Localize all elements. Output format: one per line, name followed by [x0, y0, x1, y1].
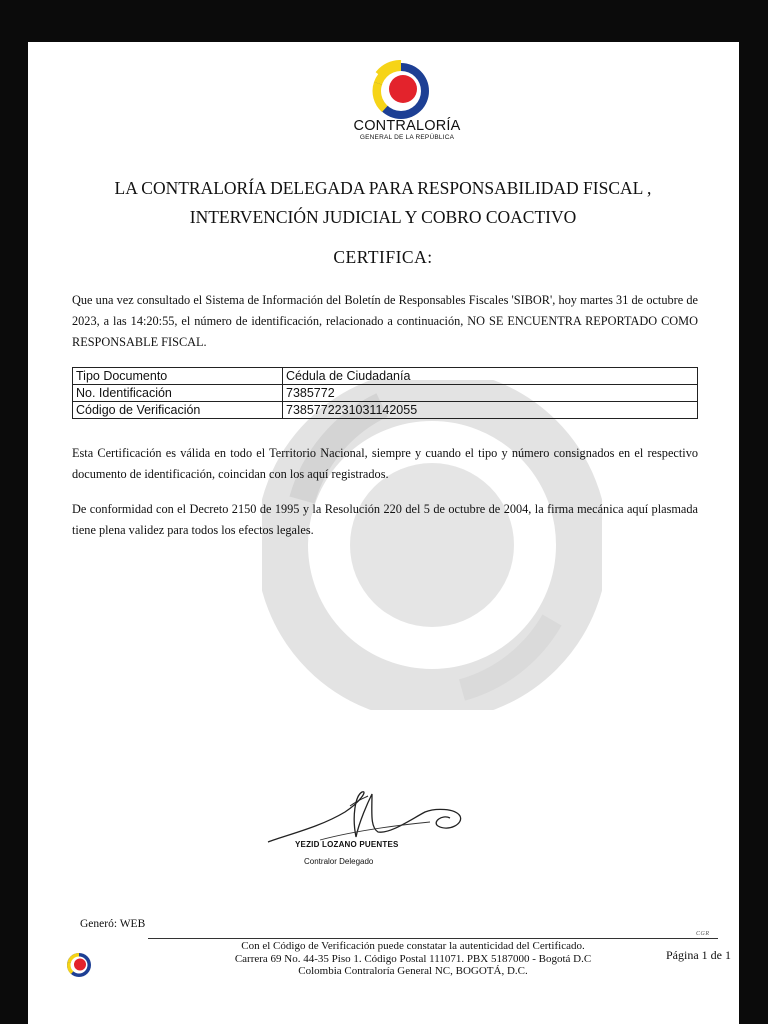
table-cell-label: Código de Verificación: [73, 402, 283, 419]
document-title: [58, 174, 708, 232]
generated-by: Generó: WEB: [80, 918, 146, 930]
title-line-1: LA CONTRALORÍA DELEGADA PARA RESPONSABILIDAD FISCAL ,: [114, 178, 652, 198]
table-cell-value: Cédula de Ciudadanía: [283, 368, 698, 385]
footer-cgr-mark: CGR: [696, 931, 710, 937]
paragraph-validez: Esta Certificación es válida en todo el Territorio Nacional, siempre y cuando el tipo y número consignados en el respectivo documento de identificación, coincidan con los aquí registrados.: [72, 446, 698, 481]
signer-name: YEZID LOZANO PUENTES: [295, 840, 399, 849]
table-cell-value: 7385772231031142055: [283, 402, 698, 419]
signer-role: Contralor Delegado: [304, 857, 374, 866]
footer-line-3: Colombia Contraloría General NC, BOGOTÁ, D.C.: [298, 965, 528, 977]
footer-divider: [148, 938, 718, 939]
watermark-emblem: [262, 380, 602, 710]
logo-name: CONTRALORÍA: [353, 118, 461, 134]
footer-line-2: Carrera 69 No. 44-35 Piso 1. Código Postal 111071. PBX 5187000 - Bogotá D.C: [234, 952, 592, 965]
table-cell-label: Tipo Documento: [73, 368, 283, 385]
viewer-right-band: [739, 42, 768, 1024]
footer-line-1: Con el Código de Verificación puede constatar la autenticidad del Certificado.: [241, 940, 585, 952]
table-cell-value: 7385772: [283, 385, 698, 402]
table-row: [73, 368, 698, 385]
table-row: [73, 402, 698, 419]
viewer-left-band: [0, 42, 28, 1024]
contraloria-logo-icon: [370, 60, 432, 122]
title-line-2: INTERVENCIÓN JUDICIAL Y COBRO COACTIVO: [189, 207, 577, 227]
logo-subtitle: GENERAL DE LA REPÚBLICA: [359, 134, 455, 141]
footer-address: [188, 940, 638, 978]
paragraph-consulta: Que una vez consultado el Sistema de Información del Boletín de Responsables Fiscales 'SIBOR', hoy martes 31 de octubre de 2023, a las 14:20:55, el número de identificación, relacionado a continuación, NO SE ENCUENTRA REPORTADO COMO RESPONSABLE FISCAL.: [72, 293, 698, 349]
table-row: [73, 385, 698, 402]
certifica-heading: CERTIFICA:: [333, 247, 433, 267]
paragraph-decreto: De conformidad con el Decreto 2150 de 1995 y la Resolución 220 del 5 de octubre de 2004, la firma mecánica aquí plasmada tiene plena validez para todos los efectos legales.: [72, 502, 698, 537]
footer-logo-icon: [66, 952, 92, 978]
handwritten-signature: [260, 782, 470, 862]
document-page: [28, 42, 739, 1024]
viewer-top-band: [0, 0, 768, 42]
page-number: Página 1 de 1: [666, 948, 731, 962]
table-cell-label: No. Identificación: [73, 385, 283, 402]
identification-table: [72, 367, 698, 419]
